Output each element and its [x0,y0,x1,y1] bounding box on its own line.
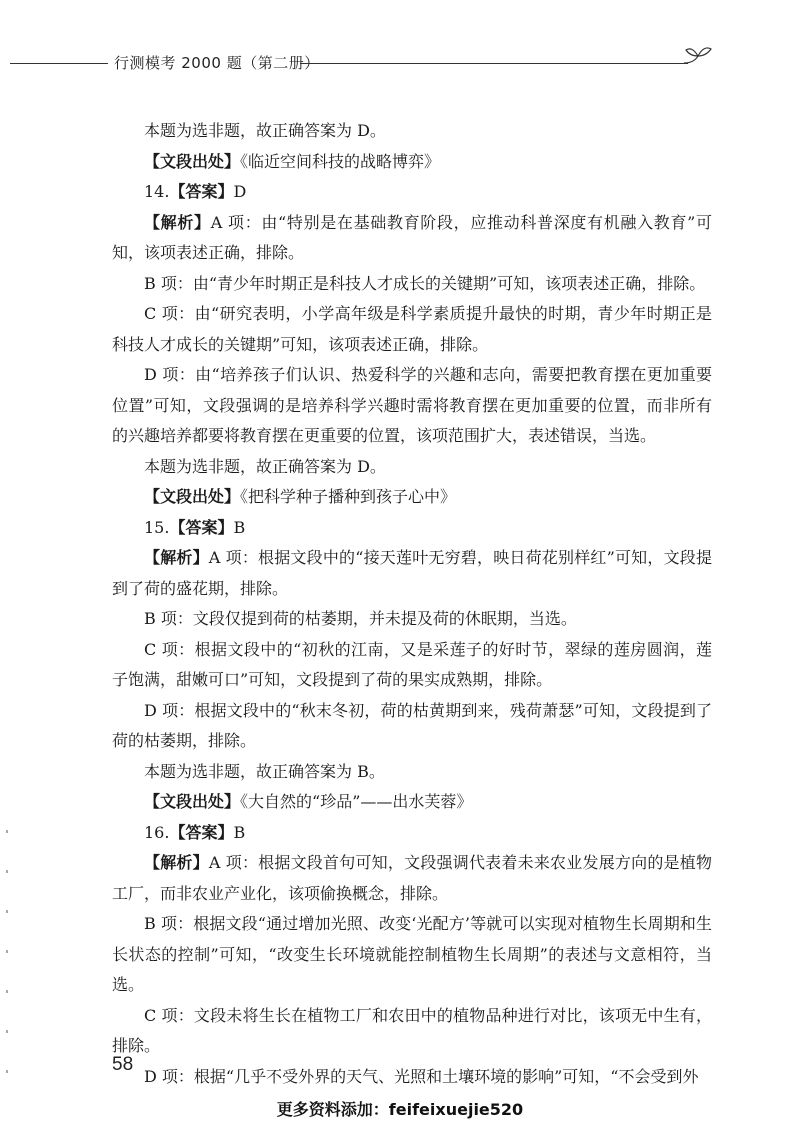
header-rule-left [10,63,108,64]
analysis-line [112,543,712,604]
source-line [112,787,712,818]
answer-line-15 [112,513,712,544]
scan-artifact [6,910,8,913]
conclusion: 本题为选非题，故正确答案为 D。 [144,456,386,476]
answer-value: D [233,182,247,201]
option-b-analysis: B 项：根据文段“通过增加光照、改变‘光配方’等就可以实现对植物生长周期和生长状态的控制”可知，“改变生长环境就能控制植物生长周期”的表述与文意相符，当选。 [112,914,712,994]
option-b-analysis: B 项：由“青少年时期正是科技人才成长的关键期”可知，该项表述正确，排除。 [144,273,706,293]
scan-artifact [6,1070,8,1073]
analysis-label: 【解析】 [144,212,211,232]
option-c-analysis: C 项：由“研究表明，小学高年级是科学素质提升最快的时期，青少年时期正是科技人才成长的关键期”可知，该项表述正确，排除。 [112,304,712,354]
option-d-analysis: D 项：根据文段中的“秋末冬初，荷的枯黄期到来，残荷萧瑟”可知，文段提到了荷的枯萎期，排除。 [112,700,712,750]
option-c-analysis: C 项：根据文段中的“初秋的江南，又是采莲子的好时节，翠绿的莲房圆润，莲子饱满，甜嫩可口”可知，文段提到了荷的果实成熟期，排除。 [112,639,712,689]
paragraph: 本题为选非题，故正确答案为 D。 [144,121,386,140]
source-label: 【文段出处】 [144,151,241,171]
answer-explanations [112,116,712,1092]
analysis-label: 【解析】 [144,853,209,872]
option-b-analysis: B 项：文段仅提到荷的枯萎期，并未提及荷的休眠期，当选。 [144,609,577,628]
source-line [112,147,712,178]
question-number: 14. [144,182,170,201]
option-a-analysis: A 项：由“特别是在基础教育阶段，应推动科普深度有机融入教育”可知，该项表述正确，排除。 [112,212,712,262]
scan-artifact [6,1030,8,1033]
option-d-analysis: D 项：根据“几乎不受外界的天气、光照和土壤环境的影响”可知，“不会受到外 [144,1066,699,1086]
source-label: 【文段出处】 [144,792,241,811]
source-title: 《临近空间科技的战略博弈》 [240,151,441,171]
answer-value: B [233,517,246,537]
answer-label: 【答案】 [169,822,234,842]
answer-label: 【答案】 [169,517,234,537]
conclusion: 本题为选非题，故正确答案为 B。 [144,761,385,781]
source-line [112,482,712,513]
page-header [0,42,800,72]
option-d-analysis: D 项：由“培养孩子们认识、热爱科学的兴趣和志向，需要把教育摆在更加重要位置”可知，文段强调的是培养科学兴趣时需将教育摆在更加重要的位置，而非所有的兴趣培养都要将教育摆在更重要的位置，该项范围扩大，表述错误，当选。 [112,365,712,445]
scan-artifact [6,830,8,833]
footer-contact-note: 更多资料添加：feifeixuejie520 [276,1100,524,1119]
scan-artifact [6,950,8,953]
page-number: 58 [112,1054,134,1075]
analysis-line [112,848,712,909]
header-rule-right [300,63,688,64]
scan-artifact [6,870,8,873]
source-label: 【文段出处】 [144,487,241,506]
question-number: 15. [144,517,170,537]
answer-label: 【答案】 [169,182,234,201]
answer-line-16 [112,818,712,849]
answer-value: B [233,822,246,842]
analysis-line [112,208,712,269]
source-title: 《把科学种子播种到孩子心中》 [240,487,457,506]
scan-artifact [6,990,8,993]
option-a-analysis: A 项：根据文段首句可知，文段强调代表着未来农业发展方向的是植物工厂，而非农业产业化，该项偷换概念，排除。 [112,853,712,903]
source-title: 《大自然的“珍品”——出水芙蓉》 [240,792,473,811]
option-a-analysis: A 项：根据文段中的“接天莲叶无穷碧，映日荷花别样红”可知，文段提到了荷的盛花期，排除。 [112,548,712,598]
question-number: 16. [144,822,170,842]
analysis-label: 【解析】 [144,548,209,567]
answer-line-14 [112,177,712,208]
running-title: 行测模考 2000 题（第二册） [114,54,320,72]
sprout-icon [680,42,716,68]
option-c-analysis: C 项：文段未将生长在植物工厂和农田中的植物品种进行对比，该项无中生有，排除。 [112,1005,712,1055]
